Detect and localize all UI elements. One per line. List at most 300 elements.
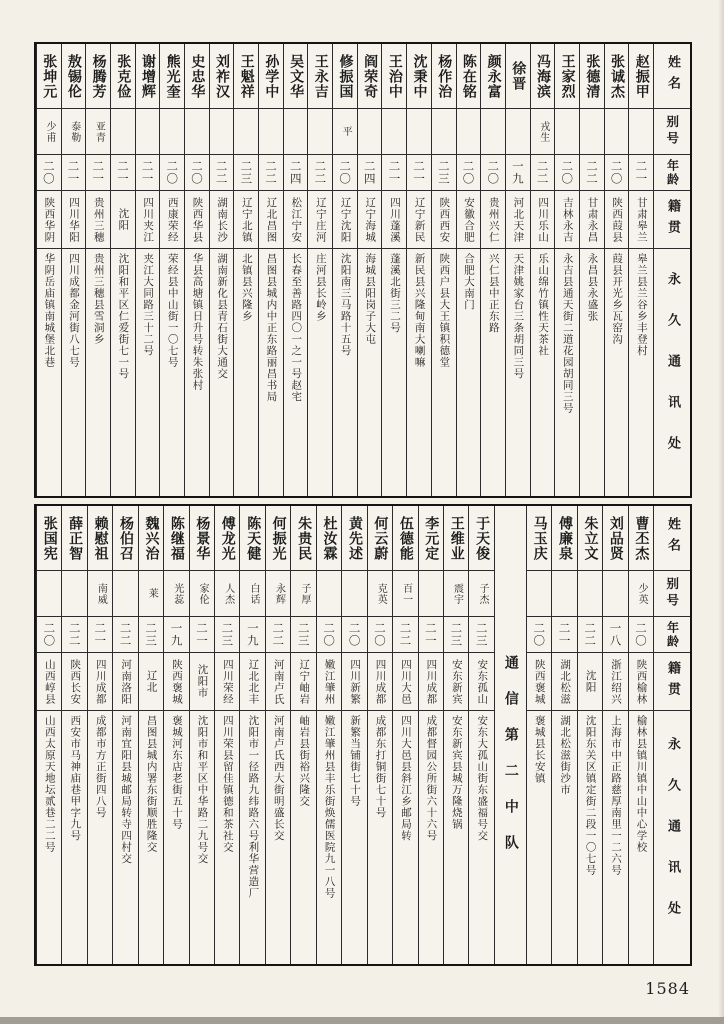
person-address-text: 沈阳市和平区中华路二九号交: [196, 715, 209, 865]
person-native-place: [368, 652, 392, 710]
person-address: [160, 248, 184, 496]
roster-column: [554, 44, 579, 496]
person-address-text: 沈阳东关区镇定街二段一〇七号: [584, 715, 597, 876]
roster-column: [290, 506, 315, 964]
roster-column: [85, 44, 110, 496]
person-age-text: 二二: [584, 160, 599, 185]
person-address-text: 榆林县镇川镇中山中心学校: [635, 715, 648, 853]
person-alias: [185, 108, 209, 154]
person-age-text: 二一: [194, 622, 209, 647]
person-age-text: 二三: [449, 622, 464, 647]
person-address-text: 皋兰县兰谷乡丰登村: [635, 253, 648, 357]
person-native-place-text: 河南洛阳: [120, 658, 133, 705]
person-native-place-text: 辽北北丰: [247, 658, 260, 705]
person-native-place: [37, 652, 61, 710]
person-name: [629, 506, 653, 570]
person-age-text: 二〇: [347, 622, 362, 647]
roster-column: [579, 44, 604, 496]
person-native-place-text: 安东孤山: [476, 658, 489, 705]
person-address-text: 天津姚家台三条胡同三号: [512, 253, 525, 380]
person-address-text: 长春至善路四〇一之一号赵宅: [290, 253, 303, 403]
person-name-text: 傅龙光: [219, 515, 236, 561]
person-age-text: 二三: [220, 622, 235, 647]
person-age-text: 二一: [115, 160, 130, 185]
header-alias-label: 别号: [664, 577, 680, 610]
person-age: [308, 154, 332, 190]
person-name-text: 李元定: [423, 515, 440, 561]
roster-column: [138, 506, 163, 964]
person-age-text: 二二: [535, 160, 550, 185]
person-native-place-text: 湖南长沙: [216, 196, 229, 243]
person-name-text: 敖锡伦: [65, 53, 82, 99]
person-native-place-text: 山西崞县: [43, 658, 56, 705]
person-age-text: 二三: [474, 622, 489, 647]
person-address: [210, 248, 234, 496]
person-age-text: 二一: [66, 160, 81, 185]
unit-label-cell: [495, 506, 526, 964]
person-age-text: 二〇: [532, 622, 547, 647]
roster-column: [163, 506, 188, 964]
person-age: [190, 616, 214, 652]
roster-column: [214, 506, 239, 964]
person-age-text: 二〇: [373, 622, 388, 647]
person-address: [469, 710, 493, 964]
person-age-text: 二一: [557, 622, 572, 647]
person-native-place: [629, 652, 653, 710]
person-name: [317, 506, 341, 570]
roster-column: [233, 44, 258, 496]
person-address-text: 褒城县长安镇: [533, 715, 546, 784]
person-age-text: 二〇: [633, 622, 648, 647]
person-name: [136, 44, 160, 108]
person-native-place: [234, 190, 258, 248]
person-native-place-text: 嫩江肇州: [323, 658, 336, 705]
person-age-text: 二四: [288, 160, 303, 185]
roster-column: [577, 506, 602, 964]
person-alias: [37, 570, 61, 616]
person-native-place-text: 河北天津: [512, 196, 525, 243]
person-age: [342, 616, 366, 652]
person-address: [164, 710, 188, 964]
person-address-text: 葭县开光乡瓦窑沟: [611, 253, 624, 345]
person-address: [266, 710, 290, 964]
person-alias: [160, 108, 184, 154]
header-column: [653, 506, 690, 964]
person-alias-text: 百一: [400, 582, 412, 605]
person-age: [393, 616, 417, 652]
roster-column: [431, 44, 456, 496]
person-name-text: 张诚杰: [609, 53, 626, 99]
person-name-text: 刘品贤: [607, 515, 624, 561]
person-age: [284, 154, 308, 190]
person-alias: [37, 108, 61, 154]
person-native-place: [342, 652, 366, 710]
person-native-place-text: 沈阳: [584, 670, 597, 693]
person-address: [382, 248, 406, 496]
person-name: [531, 44, 555, 108]
header-column: [653, 44, 690, 496]
person-name: [88, 506, 112, 570]
person-native-place: [469, 652, 493, 710]
person-native-place: [629, 190, 653, 248]
roster-column: [530, 44, 555, 496]
person-age: [37, 154, 61, 190]
person-native-place: [86, 190, 110, 248]
person-address: [240, 710, 264, 964]
person-age-text: 二三: [239, 160, 254, 185]
person-alias: [62, 570, 86, 616]
unit-column: [494, 506, 526, 964]
person-address-text: 昌图县城内中正东路丽昌书局: [265, 253, 278, 403]
header-native-label: 籍贯: [665, 660, 681, 703]
person-address-text: 成都市方正街四八号: [94, 715, 107, 819]
person-age: [629, 616, 653, 652]
roster-column: [307, 44, 332, 496]
person-alias: [578, 570, 602, 616]
person-native-place-text: 浙江绍兴: [610, 658, 622, 705]
person-alias: [210, 108, 234, 154]
person-address: [333, 248, 357, 496]
person-native-place: [358, 190, 382, 248]
person-native-place-text: 陕西葭县: [611, 196, 624, 243]
person-age-text: 二一: [412, 160, 427, 185]
person-name-text: 于天俊: [474, 515, 491, 561]
person-alias-text: 人杰: [222, 582, 234, 605]
person-alias: [531, 108, 555, 154]
person-alias-text: 少甫: [44, 120, 56, 143]
person-native-place-text: 陕西长安: [69, 658, 82, 705]
person-age-text: 一九: [510, 160, 525, 185]
person-native-place: [88, 652, 112, 710]
person-age-text: 二一: [140, 160, 155, 185]
person-name-text: 陈天健: [245, 515, 262, 561]
person-native-place: [210, 190, 234, 248]
person-address: [531, 248, 555, 496]
person-address-text: 北镇县兴隆乡: [240, 253, 253, 322]
person-age: [139, 616, 163, 652]
roster-column: [265, 506, 290, 964]
person-alias-text: 子杰: [476, 582, 488, 605]
person-native-place: [393, 652, 417, 710]
person-address-text: 河南卢氏西大街明盛长交: [272, 715, 285, 842]
person-native-place: [160, 190, 184, 248]
header-alias-cell: [654, 570, 690, 616]
person-age: [407, 154, 431, 190]
person-age: [136, 154, 160, 190]
person-age: [419, 616, 443, 652]
person-alias-text: 莱: [146, 588, 158, 599]
person-name-text: 张国宪: [41, 515, 58, 561]
person-age: [234, 154, 258, 190]
person-address: [527, 710, 551, 964]
person-native-place: [407, 190, 431, 248]
person-native-place-text: 安徽合肥: [463, 196, 475, 243]
person-native-place-text: 四川成都: [94, 658, 107, 705]
person-alias: [580, 108, 604, 154]
person-name-text: 杜汝霖: [321, 515, 338, 561]
person-alias: [552, 570, 576, 616]
person-name-text: 冯海滨: [534, 53, 551, 99]
person-native-place: [266, 652, 290, 710]
person-name-text: 朱贵民: [296, 515, 313, 561]
person-age-text: 二〇: [486, 160, 501, 185]
person-native-place: [333, 190, 357, 248]
person-alias-text: 南威: [95, 582, 107, 605]
person-address-text: 四川成都金河街八七号: [68, 253, 80, 368]
person-name-text: 刘祚汉: [214, 53, 231, 99]
person-age-text: 二一: [93, 622, 108, 647]
person-address: [629, 248, 653, 496]
person-alias: [308, 108, 332, 154]
person-name: [113, 506, 137, 570]
person-address: [342, 710, 366, 964]
person-name-text: 张克俭: [115, 53, 132, 99]
person-alias-text: 平: [340, 126, 352, 137]
person-name-text: 熊光奎: [164, 53, 181, 99]
person-name: [86, 44, 110, 108]
person-address-text: 新繁当铺街七十号: [349, 715, 362, 807]
person-address-text: 夹江大同路三十二号: [142, 253, 155, 357]
person-native-place: [432, 190, 456, 248]
person-age-text: 二一: [634, 160, 649, 185]
header-native-cell: [654, 652, 690, 710]
roster-column: [604, 44, 629, 496]
person-name: [527, 506, 551, 570]
person-address-text: 四川大邑县斜江乡邮局转: [399, 715, 412, 842]
person-age-text: 二〇: [165, 160, 180, 185]
person-native-place-text: 陕西榆林: [635, 658, 648, 705]
person-native-place: [419, 652, 443, 710]
person-age-text: 二〇: [322, 622, 337, 647]
scan-edge-bottom: [0, 1017, 724, 1024]
person-address-text: 合肥大南门: [463, 253, 475, 311]
person-native-place: [37, 190, 61, 248]
person-name-text: 王治中: [386, 53, 403, 99]
person-name: [164, 506, 188, 570]
person-address-text: 永吉县通天街二道花园胡同三号: [561, 253, 574, 414]
person-native-place-text: 松江宁安: [290, 196, 303, 243]
roster-column: [480, 44, 505, 496]
person-address: [393, 710, 417, 964]
person-address: [457, 248, 481, 496]
roster-column: [332, 44, 357, 496]
person-native-place-text: 辽宁新民: [413, 196, 426, 243]
header-age-cell: [654, 616, 690, 652]
person-native-place-text: 四川乐山: [537, 196, 550, 243]
person-address-text: 沈阳和平区仁爱街七一号: [117, 253, 130, 380]
person-native-place-text: 四川华阳: [68, 196, 80, 243]
person-address: [317, 710, 341, 964]
person-name-text: 黄先述: [346, 515, 363, 561]
person-address: [368, 710, 392, 964]
person-name: [407, 44, 431, 108]
person-name-text: 赖慰祖: [92, 515, 109, 561]
person-alias: [444, 570, 468, 616]
person-age: [444, 616, 468, 652]
person-age-text: 一八: [608, 622, 623, 647]
person-alias: [291, 570, 315, 616]
person-alias: [407, 108, 431, 154]
person-native-place-text: 四川大邑: [399, 658, 412, 705]
roster-column: [526, 506, 551, 964]
roster-column: [357, 44, 382, 496]
person-age: [368, 616, 392, 652]
person-name: [368, 506, 392, 570]
scan-edge-shade: [718, 0, 724, 1024]
roster-column: [316, 506, 341, 964]
person-name: [111, 44, 135, 108]
person-native-place: [139, 652, 163, 710]
person-age: [164, 616, 188, 652]
person-name: [342, 506, 366, 570]
person-address-text: 荣经县中山街一〇七号: [166, 253, 179, 368]
person-name: [215, 506, 239, 570]
person-name: [308, 44, 332, 108]
person-age: [113, 616, 137, 652]
person-native-place-text: 四川蓬溪: [388, 196, 401, 243]
person-age-text: 二〇: [609, 160, 624, 185]
person-address-text: 四川荣县留佳镇德和茶社交: [221, 715, 234, 853]
person-address: [37, 248, 61, 496]
person-name-text: 王家烈: [559, 53, 576, 99]
person-age-text: 二〇: [189, 160, 204, 185]
person-name: [580, 44, 604, 108]
person-address-text: 褒城河东店老街五十号: [171, 715, 183, 830]
person-alias: [368, 570, 392, 616]
header-name-label: 姓名: [665, 55, 681, 97]
person-native-place: [444, 652, 468, 710]
person-native-place-text: 安东新宾: [450, 658, 463, 705]
person-native-place-text: 贵州兴仁: [487, 196, 500, 243]
person-alias: [333, 108, 357, 154]
person-native-place: [185, 190, 209, 248]
person-alias-text: 泰勒: [68, 120, 80, 143]
header-age-cell: [654, 154, 690, 190]
person-age-text: 二二: [271, 622, 286, 647]
person-name-text: 王维业: [448, 515, 465, 561]
person-age-text: 二三: [144, 622, 159, 647]
person-address-text: 华县高塘镇日升号转朱张村: [191, 253, 204, 391]
person-age: [481, 154, 505, 190]
person-age: [160, 154, 184, 190]
header-name-label: 姓名: [665, 517, 681, 559]
person-name-text: 徐晋: [510, 61, 527, 91]
person-address-text: 海城县阳岗子大屯: [364, 253, 377, 345]
person-native-place-text: 吉林永吉: [561, 196, 574, 243]
person-age: [531, 154, 555, 190]
person-name: [240, 506, 264, 570]
person-native-place-text: 辽北昌图: [265, 196, 278, 243]
person-age: [580, 154, 604, 190]
person-native-place-text: 四川新繁: [349, 658, 362, 705]
header-name-cell: [654, 44, 690, 108]
roster-column: [159, 44, 184, 496]
person-native-place-text: 四川成都: [374, 658, 387, 705]
person-address: [605, 248, 629, 496]
person-address-text: 西安市马神庙巷甲字九号: [69, 715, 82, 842]
person-native-place-text: 河南卢氏: [272, 658, 285, 705]
person-age: [215, 616, 239, 652]
person-address: [358, 248, 382, 496]
person-native-place-text: 陕西褒城: [171, 658, 183, 705]
person-name: [291, 506, 315, 570]
person-alias: [88, 570, 112, 616]
person-age-text: 二〇: [338, 160, 353, 185]
person-age: [62, 616, 86, 652]
person-age-text: 二二: [398, 622, 413, 647]
person-alias: [603, 570, 627, 616]
person-address: [136, 248, 160, 496]
person-address-text: 安东大孤山街东盛福号交: [476, 715, 489, 842]
person-age: [457, 154, 481, 190]
person-age-text: 二〇: [461, 160, 476, 185]
person-name: [160, 44, 184, 108]
person-name: [333, 44, 357, 108]
person-name: [37, 506, 61, 570]
person-name-text: 谢增辉: [139, 53, 156, 99]
person-alias: [215, 570, 239, 616]
roster-column: [258, 44, 283, 496]
person-native-place: [259, 190, 283, 248]
person-address-text: 成都督园公所街六十六号: [425, 715, 438, 842]
person-name-text: 杨景华: [194, 515, 211, 561]
person-address-text: 新民县兴隆甸南大喇嘛: [413, 253, 426, 368]
roster-column: [468, 506, 493, 964]
roster-column: [112, 506, 137, 964]
person-address: [552, 710, 576, 964]
person-age: [86, 154, 110, 190]
person-address-text: 岫岩县街裕兴隆交: [298, 715, 311, 807]
person-age-text: 二〇: [560, 160, 575, 185]
roster-column: [239, 506, 264, 964]
person-address: [62, 248, 86, 496]
person-address: [629, 710, 653, 964]
person-native-place: [111, 190, 135, 248]
person-alias: [266, 570, 290, 616]
roster-column: [628, 44, 653, 496]
roster-column: [406, 44, 431, 496]
person-name: [393, 506, 417, 570]
person-age-text: 一九: [169, 622, 184, 647]
person-name-text: 伍德能: [397, 515, 414, 561]
roster-column: [184, 44, 209, 496]
person-native-place-text: 甘肃永昌: [586, 196, 599, 243]
person-name-text: 薛正智: [67, 515, 84, 561]
person-address: [284, 248, 308, 496]
person-native-place-text: 四川荣经: [221, 658, 234, 705]
roster-column: [61, 506, 86, 964]
person-address: [139, 710, 163, 964]
person-alias-text: 白话: [248, 582, 260, 605]
person-age-text: 二三: [436, 160, 451, 185]
person-alias: [240, 570, 264, 616]
person-address-text: 永昌县永盛张: [586, 253, 599, 322]
person-alias-text: 光蕊: [171, 582, 183, 605]
person-native-place: [603, 652, 627, 710]
person-address: [308, 248, 332, 496]
person-alias-text: 永辉: [273, 582, 285, 605]
person-age: [62, 154, 86, 190]
person-native-place: [481, 190, 505, 248]
person-address-text: 兴仁县中正东路: [487, 253, 500, 334]
person-native-place: [527, 652, 551, 710]
person-name-text: 修振国: [337, 53, 354, 99]
person-name-text: 赵振甲: [633, 53, 650, 99]
person-alias: [393, 570, 417, 616]
person-address-text: 成都东打铜街七十号: [374, 715, 387, 819]
person-address-text: 山西太原天地坛贰巷二二号: [43, 715, 56, 853]
person-address-text: 湖南新化县青石街大通交: [216, 253, 229, 380]
